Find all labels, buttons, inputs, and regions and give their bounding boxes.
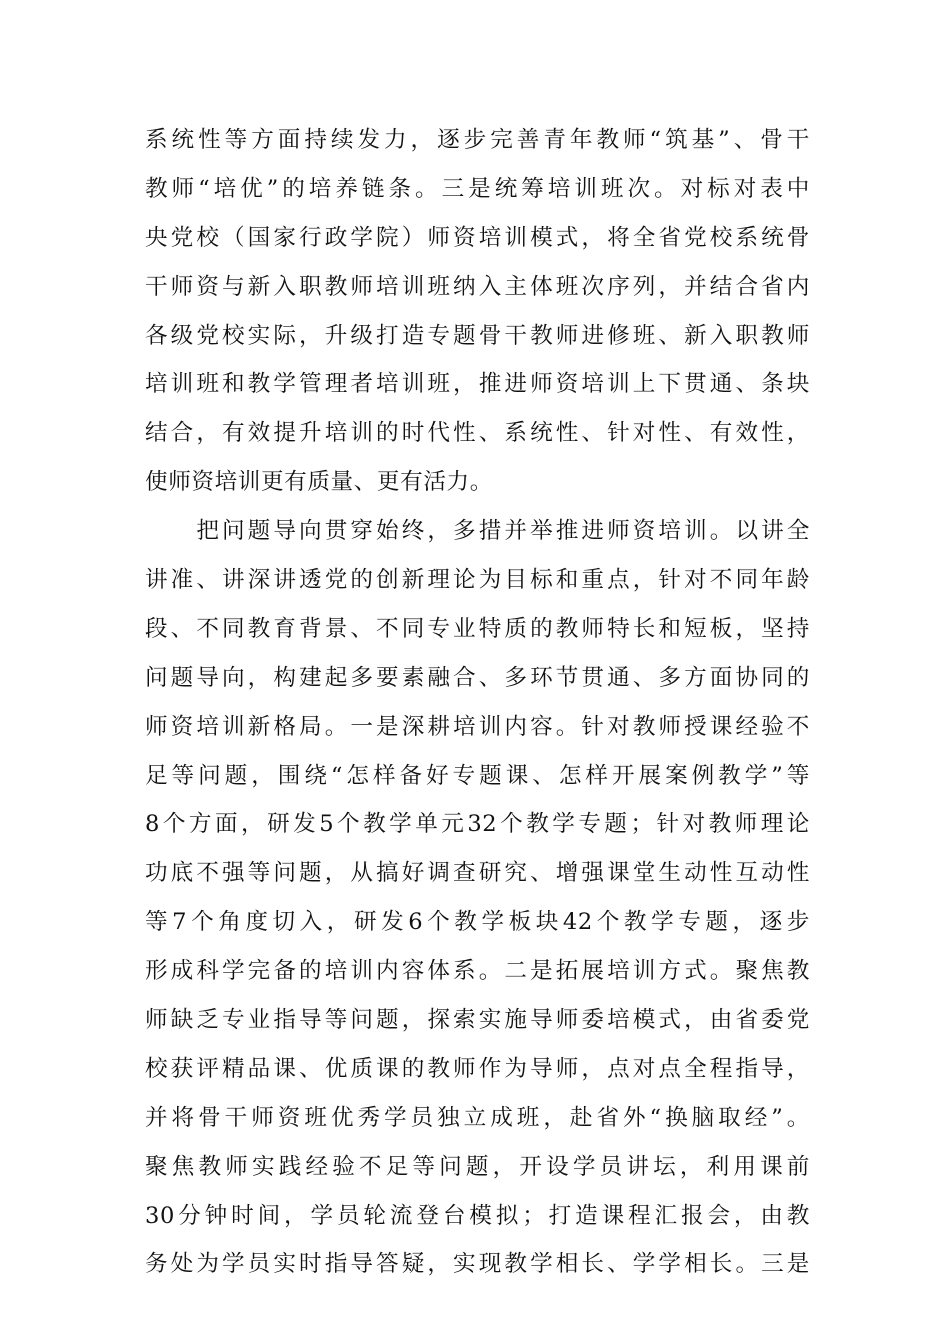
text-line: 央党校（国家行政学院）师资培训模式，将全省党校系统骨 xyxy=(145,224,810,251)
text-line: 功底不强等问题，从搞好调查研究、增强课堂生动性互动性 xyxy=(145,860,810,887)
text-line: 等7个角度切入，研发6个教学板块42个教学专题，逐步 xyxy=(145,909,810,936)
text-line: 形成科学完备的培训内容体系。二是拓展培训方式。聚焦教 xyxy=(145,958,810,985)
text-line: 问题导向，构建起多要素融合、多环节贯通、多方面协同的 xyxy=(145,664,810,691)
text-line: 讲准、讲深讲透党的创新理论为目标和重点，针对不同年龄 xyxy=(145,567,810,594)
text-line: 干师资与新入职教师培训班纳入主体班次序列，并结合省内 xyxy=(145,273,810,300)
text-line: 培训班和教学管理者培训班，推进师资培训上下贯通、条块 xyxy=(145,371,810,398)
text-line: 师缺乏专业指导等问题，探索实施导师委培模式，由省委党 xyxy=(145,1007,810,1034)
text-line: 段、不同教育背景、不同专业特质的教师特长和短板，坚持 xyxy=(145,615,810,642)
text-line: 系统性等方面持续发力，逐步完善青年教师“筑基”、骨干 xyxy=(145,127,810,153)
text-line: 使师资培训更有质量、更有活力。 xyxy=(145,469,493,496)
text-line: 把问题导向贯穿始终，多措并举推进师资培训。以讲全 xyxy=(145,518,810,545)
text-line: 师资培训新格局。一是深耕培训内容。针对教师授课经验不 xyxy=(145,713,810,740)
text-line: 结合，有效提升培训的时代性、系统性、针对性、有效性， xyxy=(145,420,810,447)
text-line: 务处为学员实时指导答疑，实现教学相长、学学相长。三是 xyxy=(145,1251,810,1278)
document-body xyxy=(145,116,810,1289)
text-line: 聚焦教师实践经验不足等问题，开设学员讲坛，利用课前 xyxy=(145,1153,810,1180)
text-line: 各级党校实际，升级打造专题骨干教师进修班、新入职教师 xyxy=(145,322,810,349)
text-line: 足等问题，围绕“怎样备好专题课、怎样开展案例教学”等 xyxy=(145,762,810,789)
text-line: 校获评精品课、优质课的教师作为导师，点对点全程指导， xyxy=(145,1055,810,1082)
text-line: 30分钟时间，学员轮流登台模拟；打造课程汇报会，由教 xyxy=(145,1202,810,1229)
text-line: 教师“培优”的培养链条。三是统筹培训班次。对标对表中 xyxy=(145,175,810,202)
text-line: 并将骨干师资班优秀学员独立成班，赴省外“换脑取经”。 xyxy=(145,1104,810,1131)
text-line: 8个方面，研发5个教学单元32个教学专题；针对教师理论 xyxy=(145,811,810,838)
